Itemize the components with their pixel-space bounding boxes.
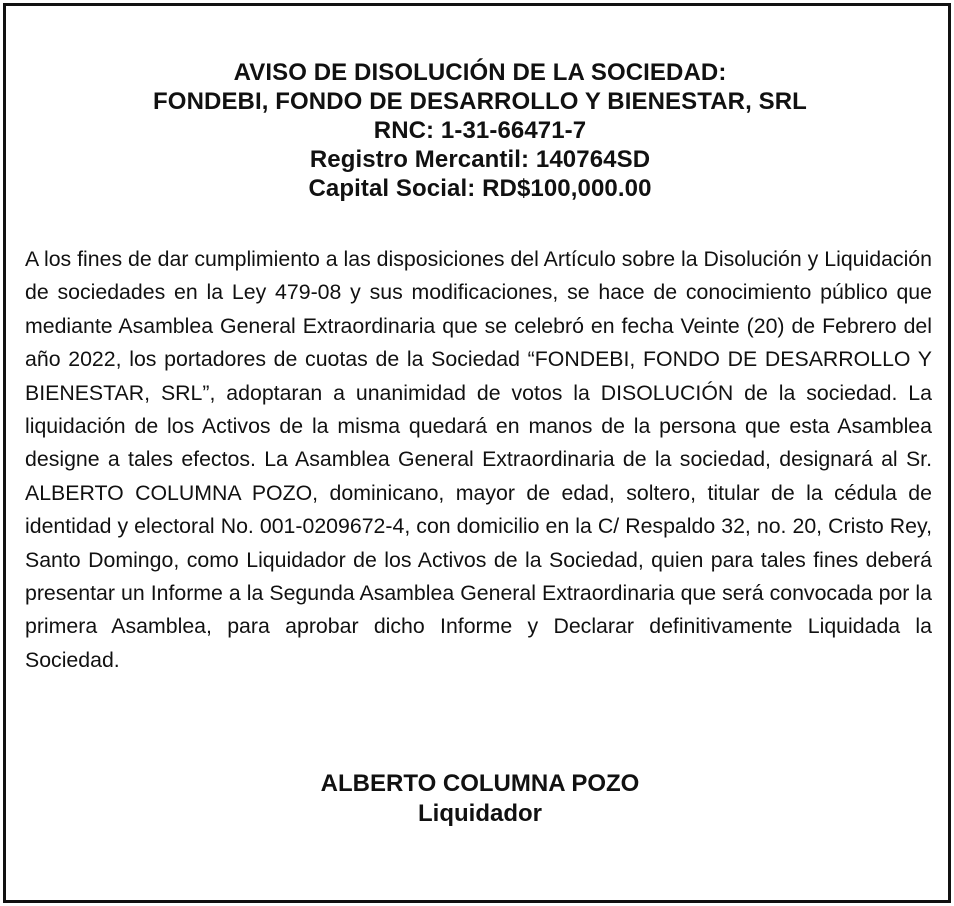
company-registry: Registro Mercantil: 140764SD (309, 146, 651, 173)
notice-frame (3, 3, 951, 903)
notice-title: AVISO DE DISOLUCIÓN DE LA SOCIEDAD: (233, 59, 727, 86)
company-name: FONDEBI, FONDO DE DESARROLLO Y BIENESTAR, SRL (153, 88, 807, 115)
signature-role: Liquidador (418, 800, 542, 827)
notice-body-paragraph: A los fines de dar cumplimiento a las disposiciones del Artículo sobre la Disolución y Liquidación de sociedades en la Ley 479-08 y sus modificaciones, se hace de conocimiento público que mediante Asamblea General Extraordinaria que se celebró en fecha Veinte (20) de Febrero del año 2022, los portadores de cuotas de la Sociedad “FONDEBI, FONDO DE DESARROLLO Y BIENESTAR, SRL”, adoptaran a unanimidad de votos la DISOLUCIÓN de la sociedad. La liquidación de los Activos de la misma quedará en manos de la persona que esta Asamblea designe a tales efectos. La Asamblea General Extraordinaria de la sociedad, designará al Sr. ALBERTO COLUMNA POZO, dominicano, mayor de edad, soltero, titular de la cédula de identidad y electoral No. 001-0209672-4, con domicilio en la C/ Respaldo 32, no. 20, Cristo Rey, Santo Domingo, como Liquidador de los Activos de la Sociedad, quien para tales fines deberá presentar un Informe a la Segunda Asamblea General Extraordinaria que será convocada por la primera Asamblea, para aprobar dicho Informe y Declarar definitivamente Liquidada la Sociedad. (25, 247, 932, 672)
company-capital: Capital Social: RD$100,000.00 (308, 175, 652, 202)
signature-block (6, 769, 954, 829)
signature-name: ALBERTO COLUMNA POZO (320, 770, 640, 797)
company-rnc: RNC: 1-31-66471-7 (373, 117, 587, 144)
notice-header (6, 58, 954, 203)
